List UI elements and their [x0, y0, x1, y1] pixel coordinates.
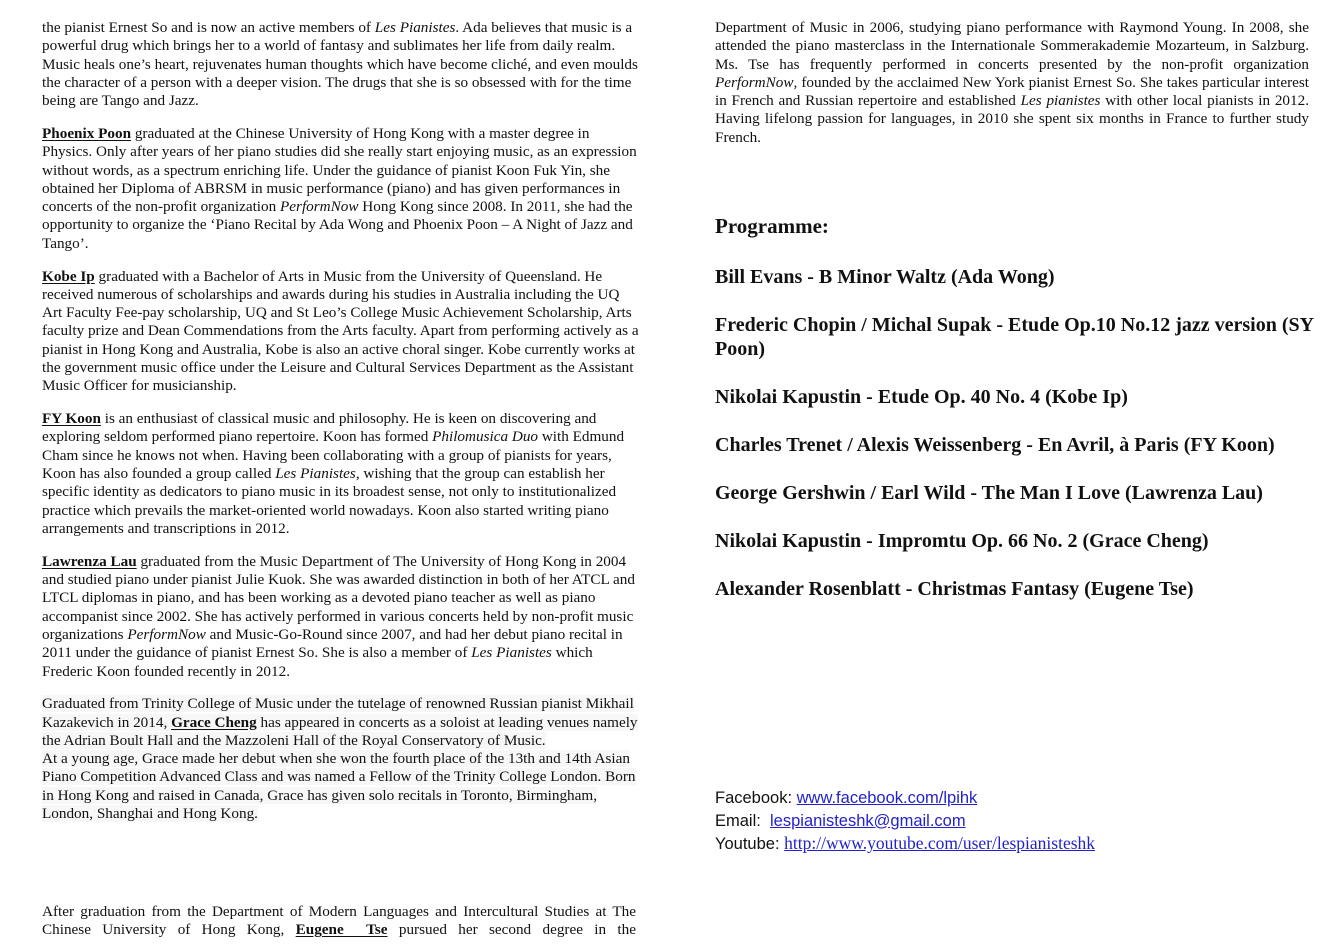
performer-name: Grace Cheng — [171, 713, 257, 731]
bio-phoenix-poon: Phoenix Poon graduated at the Chinese University of Hong Kong with a master degree in Physics. Only after years of her piano studies did she really start enjoying music, as an expression without words, as a spectrum enriching life. Under the guidance of pianist Koon Fuk Yin, she obtained her Diploma of ABRSM in music performance (piano) and has given performances in concerts of the non-profit organization PerformNow Hong Kong since 2008. In 2011, she had the opportunity to organize the ‘Piano Recital by Ada Wong and Phoenix Poon – A Night of Jazz and Tango’. — [42, 124, 637, 252]
contact-email — [715, 810, 1095, 833]
programme-title: Programme: — [715, 214, 829, 238]
bio-lawrenza-lau: Lawrenza Lau graduated from the Music Department of The University of Hong Kong in 2004 and studied piano under pianist Julie Kuok. She was awarded distinction in both of her ATCL and LTCL diplomas in piano, and has been working as a devoted piano teacher as well as piano accompanist since 2002. She has actively performed in various concerts held by non-profit music organizations PerformNow and Music-Go-Round since 2007, and had her debut piano recital in 2011 under the guidance of pianist Ernest So. She is also a member of Les Pianistes which Frederic Koon founded recently in 2012. — [42, 552, 635, 680]
email-link[interactable]: lespianisteshk@gmail.com — [770, 811, 966, 830]
performer-name: Lawrenza Lau — [42, 552, 137, 570]
facebook-label: Facebook: — [715, 789, 797, 807]
performer-name: FY Koon — [42, 410, 101, 428]
programme-item: Charles Trenet / Alexis Weissenberg - En Avril, à Paris (FY Koon) — [715, 434, 1275, 456]
bio-ada-wong-continued: the pianist Ernest So and is now an active members of Les Pianistes. Ada believes that music is a powerful drug which brings her to a world of fantasy and sublimates her life from daily realm. Music heals one’s heart, rejuvenates human thoughts which have become cliché, and even moulds the character of a person with a deeper vision. The drugs that she is so obsessed with for the time being are Tango and Jazz. — [42, 19, 638, 110]
programme-item: Nikolai Kapustin - Impromtu Op. 66 No. 2 (Grace Cheng) — [715, 530, 1209, 552]
programme-item: Bill Evans - B Minor Waltz (Ada Wong) — [715, 266, 1055, 288]
youtube-link[interactable]: http://www.youtube.com/user/lespianisteshk — [784, 833, 1096, 853]
contact-facebook — [715, 787, 1095, 810]
programme-item: Nikolai Kapustin - Etude Op. 40 No. 4 (Kobe Ip) — [715, 386, 1128, 408]
left-column — [42, 19, 640, 823]
performer-name: Kobe Ip — [42, 267, 95, 285]
youtube-label: Youtube: — [715, 835, 785, 853]
contact-info — [715, 787, 1095, 856]
bio-kobe-ip: Kobe Ip graduated with a Bachelor of Arts in Music from the University of Queensland. He received numerous of scholarships and awards during his studies in Australia including the UQ Art Faculty Fee-pay scholarship, UQ and St Leo’s College Music Achievement Scholarship, Arts faculty prize and Dean Commendations from the Arts faculty. Apart from performing actively as a pianist in Hong Kong and Australia, Kobe is also an active choral singer. Kobe currently works at the government music office under the Leisure and Cultural Services Department as the Assistant Music Officer for musicianship. — [42, 267, 639, 395]
bio-fy-koon: FY Koon is an enthusiast of classical music and philosophy. He is keen on discovering and exploring seldom performed piano repertoire. Koon has formed Philomusica Duo with Edmund Cham since he knows not when. Having been collaborating with a group of pianists for years, Koon has also founded a group called Les Pianistes, wishing that the group can establish her specific identity as dedicators to piano music in its broadest sense, not only to institutionalized practice which prevails the market-oriented world nowadays. Koon also started writing piano arrangements and transcriptions in 2012. — [42, 410, 625, 537]
bio-eugene-tse-continued: Department of Music in 2006, studying piano performance with Raymond Young. In 2008, she attended the piano masterclass in the Internationale Sommerakademie Mozarteum, in Salzburg. Ms. Tse has frequently performed in concerts presented by the non-profit organization PerformNow, founded by the acclaimed New York pianist Ernest So. She takes particular interest in French and Russian repertoire and established Les pianistes with other local pianists in 2012. Having lifelong passion for languages, in 2010 she spent six months in France to further study French. — [715, 19, 1309, 146]
performer-name: Eugene Tse — [295, 921, 388, 939]
email-label: Email: — [715, 811, 771, 830]
right-column — [715, 19, 1309, 162]
programme-item: Frederic Chopin / Michal Supak - Etude Op.10 No.12 jazz version (SY Poon) — [715, 314, 1314, 360]
bio-eugene-tse: After graduation from the Department of Modern Languages and Intercultural Studies at The Chinese University of Hong Kong, Eugene Tse pursued her second degree in the — [42, 903, 636, 939]
performer-name: Phoenix Poon — [42, 124, 132, 142]
facebook-link[interactable]: www.facebook.com/lpihk — [796, 789, 978, 807]
bio-grace-cheng: Graduated from Trinity College of Music under the tutelage of renowned Russian pianist Mikhail Kazakevich in 2014, Grace Cheng has appeared in concerts as a soloist at leading venues namely the Adrian Boult Hall and the Mazzoleni Hall of the Royal Conservatory of Music. At a young age, Grace made her debut when she won the fourth place of the 13th and 14th Asian Piano Competition Advanced Class and was named a Fellow of the Trinity College London. Born in Hong Kong and raised in Canada, Grace has given solo recitals in Toronto, Birmingham, London, Shanghai and Hong Kong. — [42, 695, 638, 823]
programme-list — [715, 265, 1315, 625]
programme-item: Alexander Rosenblatt - Christmas Fantasy (Eugene Tse) — [715, 578, 1194, 600]
programme-item: George Gershwin / Earl Wild - The Man I Love (Lawrenza Lau) — [715, 482, 1263, 504]
contact-youtube — [715, 832, 1095, 856]
